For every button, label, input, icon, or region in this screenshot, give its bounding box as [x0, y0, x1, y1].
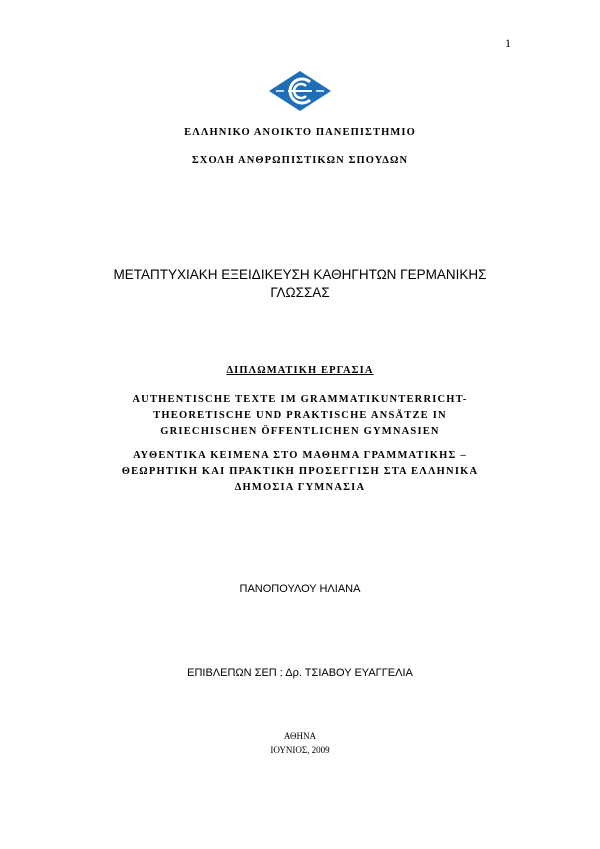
school-name: ΣΧΟΛΗ ΑΝΘΡΩΠΙΣΤΙΚΩΝ ΣΠΟΥΔΩΝ — [191, 155, 409, 166]
program-title — [0, 266, 600, 302]
title-greek — [0, 448, 600, 496]
title-greek-line-3: ΔΗΜΟΣΙΑ ΓΥΜΝΑΣΙΑ — [234, 482, 366, 493]
thesis-label: ΔΙΠΛΩΜΑΤΙΚΗ ΕΡΓΑΣΙΑ — [226, 365, 374, 376]
title-greek-line-2: ΘΕΩΡΗΤΙΚΗ ΚΑΙ ΠΡΑΚΤΙΚΗ ΠΡΟΣΕΓΓΙΣΗ ΣΤΑ ΕΛΛΗΝΙΚΑ — [121, 466, 479, 477]
supervisor-line: ΕΠΙΒΛΕΠΩΝ ΣΕΠ : Δρ. ΤΣΙΑΒΟΥ ΕΥΑΓΓΕΛΙΑ — [187, 667, 413, 679]
university-logo-icon — [268, 70, 332, 112]
program-title-line-1: ΜΕΤΑΠΤΥΧΙΑΚΗ ΕΞΕΙΔΙΚΕΥΣΗ ΚΑΘΗΓΗΤΩΝ ΓΕΡΜΑΝΙΚΗΣ — [113, 267, 487, 282]
university-name: ΕΛΛΗΝΙΚΟ ΑΝΟΙΚΤΟ ΠΑΝΕΠΙΣΤΗΜΙΟ — [184, 127, 416, 138]
date: ΙΟΥΝΙΟΣ, 2009 — [270, 745, 330, 755]
author-name: ΠΑΝΟΠΟΥΛΟΥ ΗΛΙΑΝΑ — [239, 583, 361, 595]
title-german-line-2: THEORETISCHE UND PRAKTISCHE ANSÄTZE IN — [153, 410, 447, 421]
city: ΑΘΗΝΑ — [283, 731, 317, 741]
page-number: 1 — [505, 36, 511, 50]
title-greek-line-1: ΑΥΘΕΝΤΙΚΑ ΚΕΙΜΕΝΑ ΣΤΟ ΜΑΘΗΜΑ ΓΡΑΜΜΑΤΙΚΗΣ – — [133, 450, 467, 461]
program-title-line-2: ΓΛΩΣΣΑΣ — [270, 285, 330, 300]
title-german — [0, 392, 600, 440]
title-german-line-1: AUTHENTISCHE TEXTE IM GRAMMATIKUNTERRICHT- — [132, 394, 468, 405]
title-german-line-3: GRIECHISCHEN ÖFFENTLICHEN GYMNASIEN — [160, 426, 440, 437]
